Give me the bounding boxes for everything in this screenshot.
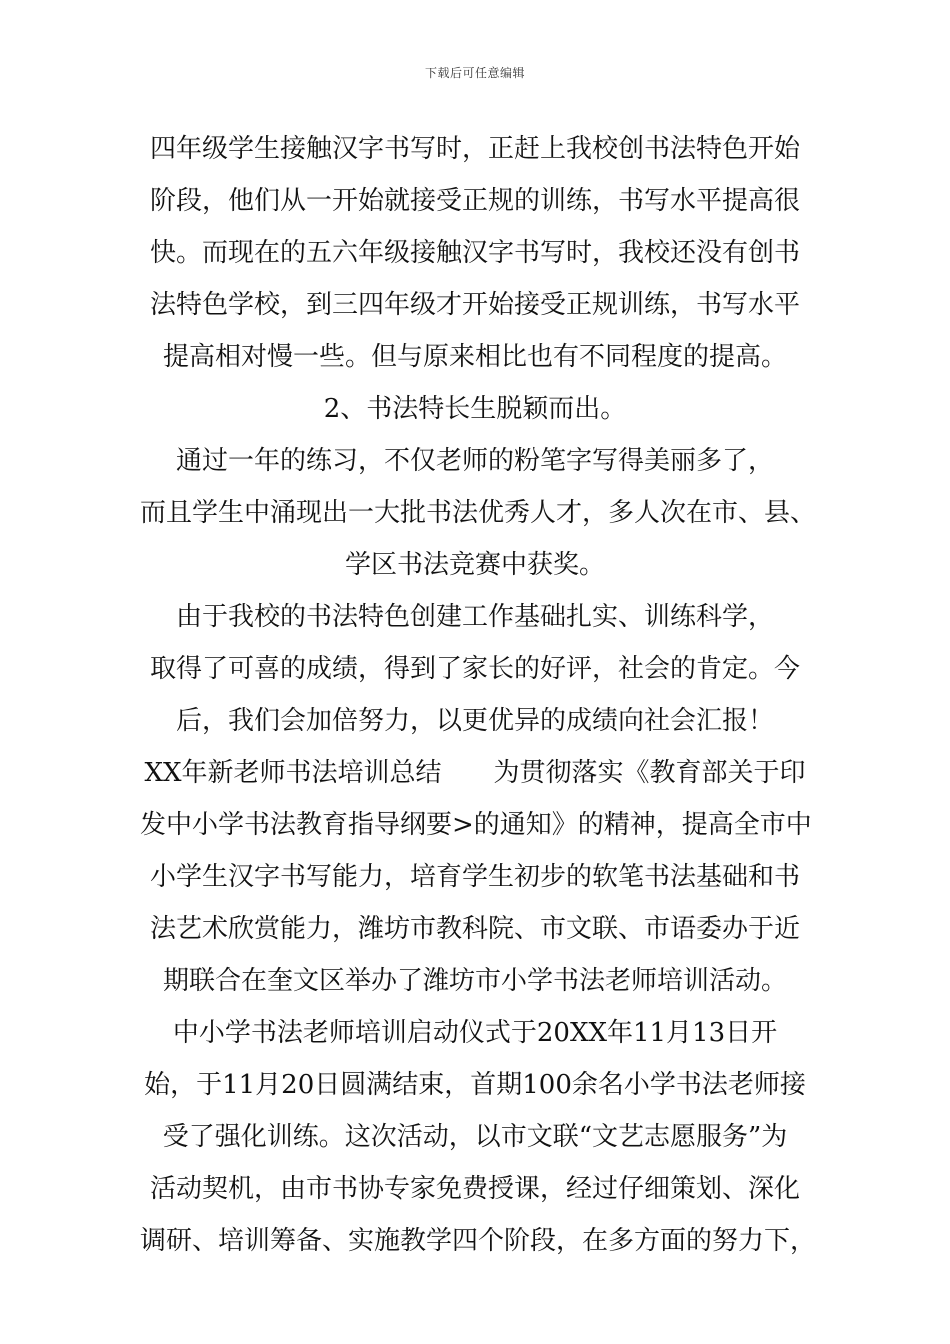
body-line: 法特色学校，到三四年级才开始接受正规训练，书写水平 (149, 290, 800, 320)
body-line: 始，于11月20日圆满结束，首期100余名小学书法老师接 (144, 1070, 806, 1100)
body-line: 后，我们会加倍努力，以更优异的成绩向社会汇报！ (175, 706, 774, 736)
body-line: 法艺术欣赏能力，潍坊市教科院、市文联、市语委办于近 (149, 914, 800, 944)
body-line: 期联合在奎文区举办了潍坊市小学书法老师培训活动。 (162, 966, 787, 996)
body-line: 阶段，他们从一开始就接受正规的训练，书写水平提高很 (149, 186, 800, 216)
page-header-note: 下载后可任意编辑 (424, 66, 525, 80)
body-line: 活动契机，由市书协专家免费授课，经过仔细策划、深化 (149, 1174, 800, 1204)
body-line: 中小学书法老师培训启动仪式于20XX年11月13日开 (172, 1018, 778, 1048)
body-line: 学区书法竞赛中获奖。 (344, 550, 605, 580)
section-title-line: XX年新老师书法培训总结 为贯彻落实《教育部关于印 (144, 758, 806, 788)
body-line: 发中小学书法教育指导纲要>的通知》的精神，提高全市中 (140, 810, 812, 840)
document-body (140, 127, 817, 1271)
body-line: 快。而现在的五六年级接触汉字书写时，我校还没有创书 (149, 238, 800, 268)
body-line: 由于我校的书法特色创建工作基础扎实、训练科学， (175, 602, 774, 632)
body-line: 而且学生中涌现出一大批书法优秀人才，多人次在市、县、 (140, 498, 817, 528)
body-line: 调研、培训筹备、实施教学四个阶段，在多方面的努力下， (140, 1226, 817, 1256)
body-line: 通过一年的练习，不仅老师的粉笔字写得美丽多了， (175, 446, 774, 476)
body-line: 提高相对慢一些。但与原来相比也有不同程度的提高。 (162, 342, 787, 372)
body-line: 取得了可喜的成绩，得到了家长的好评，社会的肯定。今 (149, 654, 800, 684)
body-line: 小学生汉字书写能力，培育学生初步的软笔书法基础和书 (149, 862, 800, 892)
section-heading: 2、书法特长生脱颖而出。 (323, 394, 627, 424)
body-line: 受了强化训练。这次活动，以市文联“文艺志愿服务”为 (162, 1122, 788, 1152)
body-line: 四年级学生接触汉字书写时，正赶上我校创书法特色开始 (149, 134, 800, 164)
